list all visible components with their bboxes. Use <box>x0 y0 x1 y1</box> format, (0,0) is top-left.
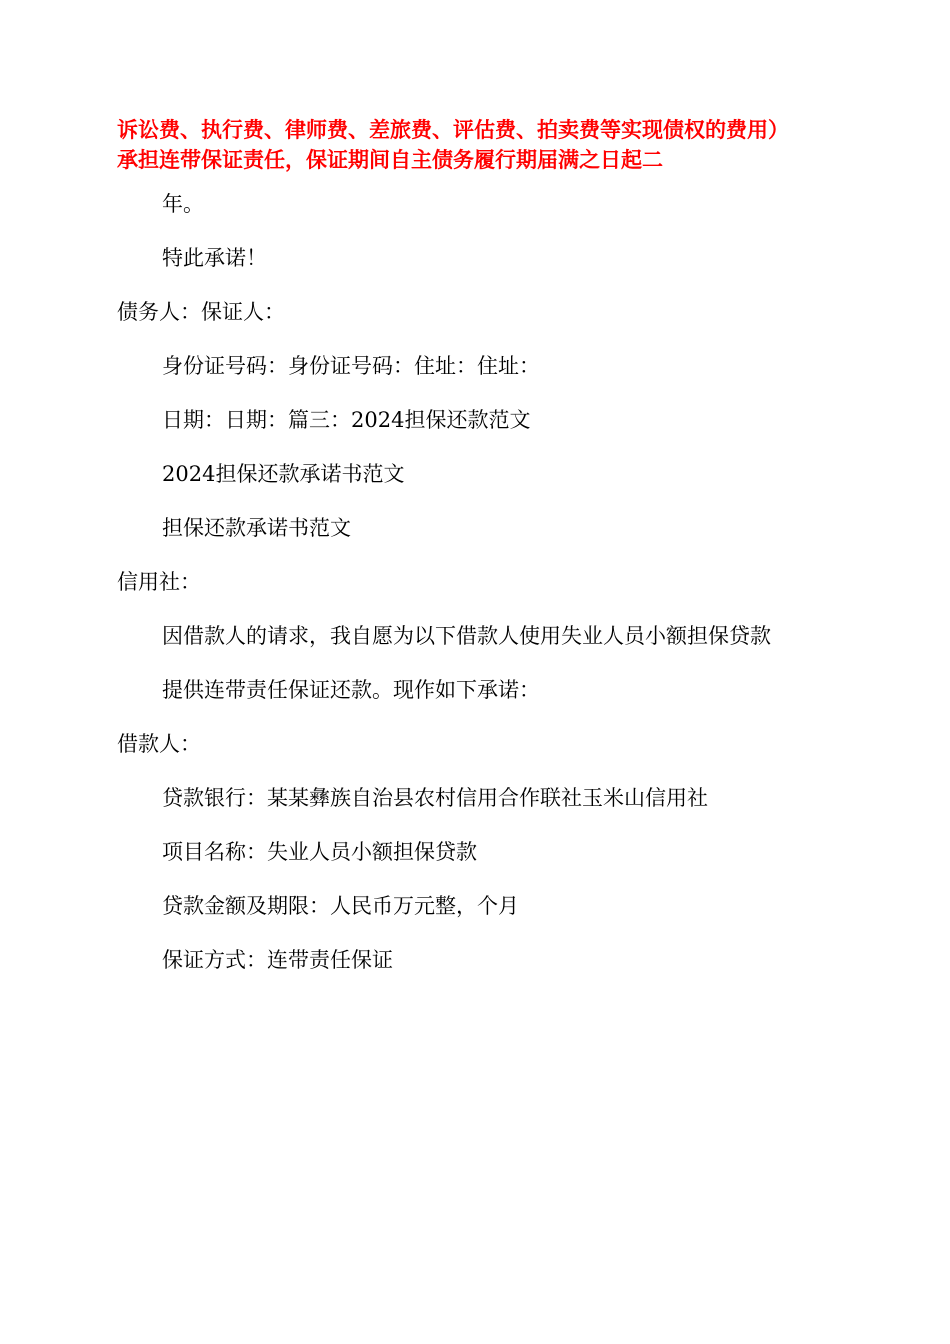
paragraph-borrower: 借款人： <box>117 732 201 756</box>
paragraph-id-address: 身份证号码：身份证号码：住址：住址： <box>162 354 540 378</box>
heading-line-2: 承担连带保证责任，保证期间自主债务履行期届满之日起二 <box>117 148 663 172</box>
paragraph-year: 年。 <box>162 192 204 216</box>
paragraph-title: 担保还款承诺书范文 <box>162 516 351 540</box>
paragraph-guarantee-method: 保证方式：连带责任保证 <box>162 948 393 972</box>
heading-line-1: 诉讼费、执行费、律师费、差旅费、评估费、拍卖费等实现债权的费用） <box>117 118 789 142</box>
paragraph-title-2024: 2024担保还款承诺书范文 <box>162 462 405 486</box>
paragraph-lending-bank: 贷款银行：某某彝族自治县农村信用合作联社玉米山信用社 <box>162 786 708 810</box>
paragraph-request: 因借款人的请求，我自愿为以下借款人使用失业人员小额担保贷款 <box>162 624 771 648</box>
paragraph-date: 日期：日期：篇三：2024担保还款范文 <box>162 408 531 432</box>
paragraph-loan-amount: 贷款金额及期限：人民币万元整，个月 <box>162 894 519 918</box>
paragraph-hereby-promise: 特此承诺！ <box>162 246 267 270</box>
paragraph-provide-guarantee: 提供连带责任保证还款。现作如下承诺： <box>162 678 540 702</box>
paragraph-project-name: 项目名称：失业人员小额担保贷款 <box>162 840 477 864</box>
paragraph-debtor-guarantor: 债务人：保证人： <box>117 300 285 324</box>
paragraph-credit-union: 信用社： <box>117 570 201 594</box>
